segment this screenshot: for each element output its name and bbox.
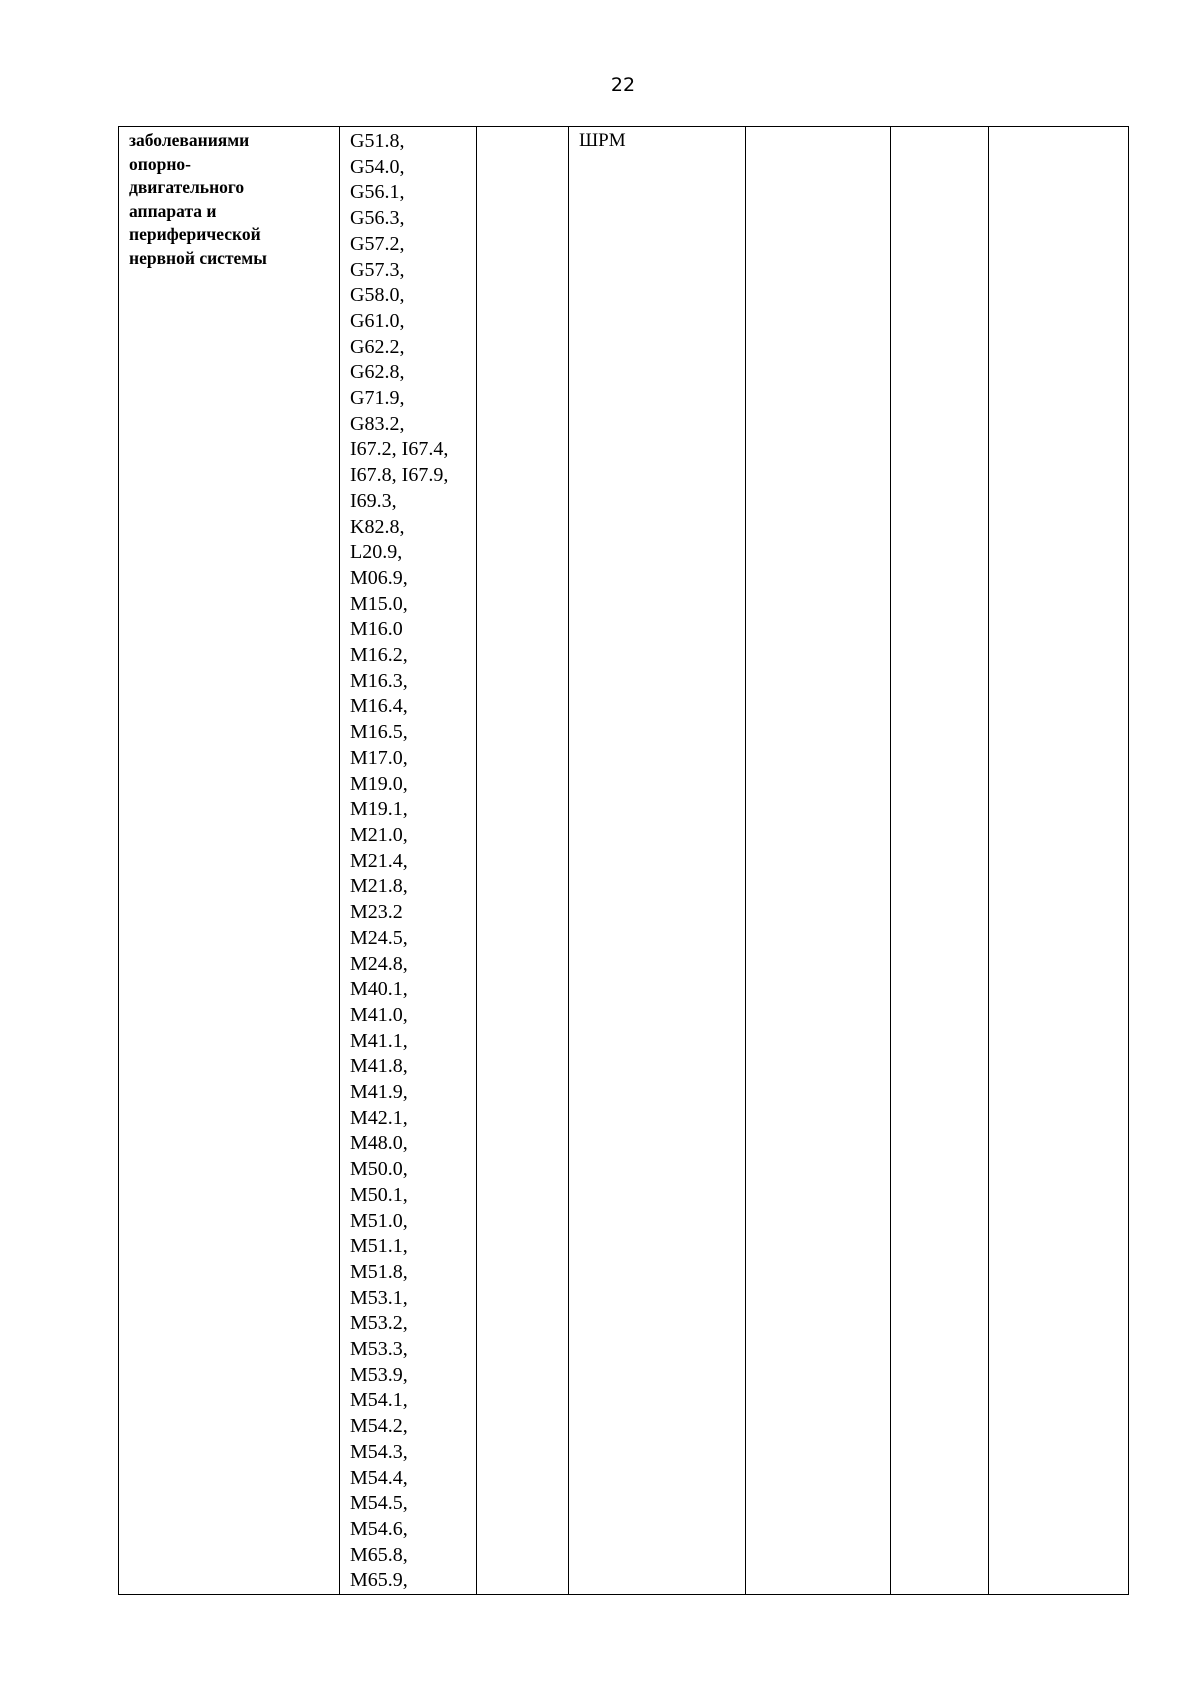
icd-code: M53.1, xyxy=(350,1286,408,1309)
icd-code: G56.1, xyxy=(350,181,405,204)
icd-codes-cell xyxy=(340,127,477,1595)
icd-code: M54.2, xyxy=(350,1415,408,1438)
icd-code: I67.2, I67.4, xyxy=(350,438,449,461)
icd-code: G62.2, xyxy=(350,335,405,358)
icd-code: M54.3, xyxy=(350,1440,408,1463)
icd-code: M51.8, xyxy=(350,1260,408,1283)
icd-code: M50.1, xyxy=(350,1183,408,1206)
description-line: аппарата и xyxy=(129,200,217,221)
icd-code: M21.4, xyxy=(350,849,408,872)
empty-cell-5 xyxy=(746,127,891,1595)
icd-code: M21.0, xyxy=(350,823,408,846)
icd-code: M50.0, xyxy=(350,1158,408,1181)
icd-code: L20.9, xyxy=(350,541,403,564)
icd-code: G51.8, xyxy=(350,130,405,152)
disease-description-cell xyxy=(119,127,340,1595)
icd-code: M54.6, xyxy=(350,1517,408,1540)
codes-table xyxy=(118,126,1129,1595)
icd-code: I67.8, I67.9, xyxy=(350,464,449,487)
icd-code: M53.2, xyxy=(350,1312,408,1335)
icd-code: G57.2, xyxy=(350,232,405,255)
icd-code: M65.8, xyxy=(350,1543,408,1566)
icd-code: M54.4, xyxy=(350,1466,408,1489)
icd-code: M41.1, xyxy=(350,1029,408,1052)
icd-code: M24.5, xyxy=(350,926,408,949)
empty-cell-3 xyxy=(477,127,569,1595)
icd-code: M16.4, xyxy=(350,695,408,718)
empty-cell-7 xyxy=(989,127,1129,1595)
description-line: периферической xyxy=(129,224,261,244)
icd-code: M17.0, xyxy=(350,746,408,769)
icd-code: M19.1, xyxy=(350,798,408,821)
icd-code: M41.8, xyxy=(350,1055,408,1078)
icd-code: M41.0, xyxy=(350,1003,408,1026)
icd-code: M54.1, xyxy=(350,1389,408,1412)
profile-cell: ШРМ xyxy=(569,127,746,1595)
icd-code: M53.9, xyxy=(350,1363,408,1386)
icd-code: M51.0, xyxy=(350,1209,408,1232)
icd-code: G58.0, xyxy=(350,284,405,307)
icd-code: G56.3, xyxy=(350,207,405,230)
icd-code: M15.0, xyxy=(350,592,408,615)
icd-code: M40.1, xyxy=(350,978,408,1001)
icd-code: M19.0, xyxy=(350,772,408,795)
icd-code: M16.2, xyxy=(350,644,408,667)
description-line: двигательного xyxy=(129,177,245,197)
icd-code: M53.3, xyxy=(350,1338,408,1361)
icd-code: M16.3, xyxy=(350,669,408,692)
description-line: заболеваниями xyxy=(129,130,250,150)
description-line: нервной системы xyxy=(129,247,267,268)
icd-code: M65.9, xyxy=(350,1569,408,1592)
icd-code: K82.8, xyxy=(350,515,405,538)
description-line: опорно- xyxy=(129,153,191,174)
icd-code: G71.9, xyxy=(350,387,405,410)
icd-code: M42.1, xyxy=(350,1106,408,1129)
table-row xyxy=(119,127,1129,1595)
icd-code: M23.2 xyxy=(350,901,403,924)
icd-code: M41.9, xyxy=(350,1081,408,1104)
icd-code: M06.9, xyxy=(350,566,408,589)
icd-code: M16.0 xyxy=(350,618,403,641)
icd-code: M24.8, xyxy=(350,952,408,975)
icd-code: G83.2, xyxy=(350,412,405,435)
icd-code: G61.0, xyxy=(350,309,405,332)
icd-code: M21.8, xyxy=(350,875,408,898)
icd-code: G54.0, xyxy=(350,155,405,178)
page-number: 22 xyxy=(610,74,636,96)
icd-code: M54.5, xyxy=(350,1492,408,1515)
icd-code: G62.8, xyxy=(350,361,405,384)
icd-code: M51.1, xyxy=(350,1235,408,1258)
icd-code: G57.3, xyxy=(350,258,405,281)
icd-code: I69.3, xyxy=(350,489,397,512)
icd-code: M16.5, xyxy=(350,721,408,744)
empty-cell-6 xyxy=(891,127,989,1595)
icd-code: M48.0, xyxy=(350,1132,408,1155)
